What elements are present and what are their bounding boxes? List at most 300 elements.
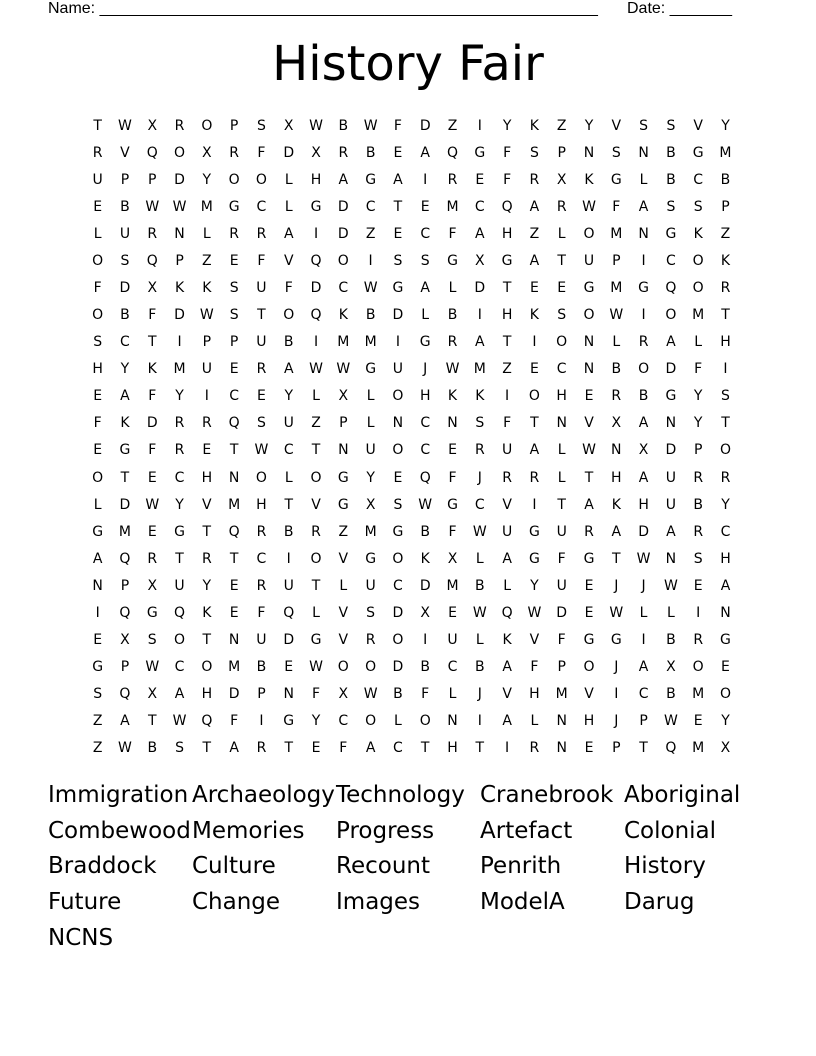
grid-cell: L bbox=[639, 171, 648, 188]
grid-cell: D bbox=[146, 415, 158, 432]
grid-cell: G bbox=[583, 550, 595, 567]
grid-cell: I bbox=[204, 388, 209, 405]
grid-cell: R bbox=[229, 144, 239, 161]
grid-cell: U bbox=[556, 577, 567, 594]
grid-cell: Y bbox=[721, 117, 730, 134]
grid-cell: X bbox=[611, 415, 622, 432]
grid-cell: F bbox=[311, 686, 321, 703]
grid-cell: Q bbox=[119, 686, 131, 703]
grid-cell: C bbox=[447, 659, 458, 676]
grid-cell: Z bbox=[202, 252, 212, 269]
grid-cell: V bbox=[338, 604, 349, 621]
word-list bbox=[48, 778, 768, 956]
word-list-item: Darug bbox=[624, 889, 695, 916]
grid-cell: R bbox=[201, 415, 212, 432]
grid-cell: T bbox=[93, 117, 102, 134]
grid-cell: D bbox=[392, 307, 404, 324]
grid-cell: G bbox=[365, 361, 377, 378]
grid-cell: E bbox=[529, 280, 539, 296]
grid-cell: C bbox=[638, 686, 649, 703]
grid-cell: O bbox=[92, 252, 104, 269]
grid-cell: V bbox=[584, 415, 594, 432]
grid-cell: U bbox=[365, 442, 376, 459]
grid-cell: R bbox=[611, 388, 622, 405]
grid-cell: Y bbox=[721, 713, 730, 730]
grid-cell: L bbox=[339, 577, 348, 594]
grid-cell: K bbox=[502, 632, 512, 649]
grid-cell: A bbox=[529, 198, 540, 215]
grid-cell: Q bbox=[146, 144, 158, 161]
grid-cell: V bbox=[311, 496, 321, 513]
grid-cell: T bbox=[557, 496, 566, 513]
grid-cell: S bbox=[666, 117, 676, 134]
grid-cell: Y bbox=[202, 171, 212, 188]
grid-cell: W bbox=[472, 523, 487, 540]
grid-cell: O bbox=[638, 361, 650, 378]
grid-cell: Y bbox=[502, 117, 512, 134]
grid-cell: B bbox=[693, 496, 703, 513]
grid-cell: K bbox=[338, 307, 348, 324]
grid-cell: L bbox=[557, 469, 566, 486]
grid-cell: G bbox=[665, 225, 677, 242]
grid-cell: O bbox=[337, 659, 349, 676]
grid-cell: H bbox=[501, 307, 513, 324]
grid-cell: U bbox=[256, 632, 267, 649]
grid-cell: X bbox=[311, 144, 321, 161]
grid-cell: N bbox=[638, 225, 649, 242]
grid-cell: H bbox=[447, 740, 458, 757]
grid-cell: T bbox=[175, 550, 184, 567]
grid-cell: S bbox=[475, 415, 485, 432]
word-list-item: Culture bbox=[192, 853, 276, 880]
grid-cell: O bbox=[174, 144, 186, 161]
grid-cell: H bbox=[720, 334, 731, 351]
grid-cell: I bbox=[505, 740, 510, 757]
grid-cell: F bbox=[93, 415, 102, 432]
grid-cell: G bbox=[583, 632, 595, 649]
grid-cell: C bbox=[474, 198, 485, 215]
grid-cell: O bbox=[719, 442, 731, 459]
grid-cell: H bbox=[310, 171, 322, 188]
name-field[interactable]: Name: ________________________________________________________ bbox=[48, 0, 598, 17]
grid-cell: S bbox=[693, 198, 703, 215]
grid-cell: O bbox=[255, 171, 267, 188]
word-list-item: Memories bbox=[192, 817, 305, 844]
grid-cell: K bbox=[447, 388, 458, 405]
grid-cell: W bbox=[309, 361, 323, 378]
grid-cell: Q bbox=[119, 604, 131, 621]
grid-cell: R bbox=[693, 469, 704, 486]
grid-cell: P bbox=[612, 252, 621, 269]
grid-cell: B bbox=[338, 117, 349, 134]
grid-cell: G bbox=[310, 632, 322, 649]
grid-cell: O bbox=[310, 469, 322, 486]
word-list-item: Technology bbox=[336, 782, 465, 808]
grid-cell: Q bbox=[501, 604, 513, 621]
grid-cell: R bbox=[256, 577, 267, 594]
grid-cell: D bbox=[337, 225, 349, 242]
grid-cell: S bbox=[721, 388, 730, 405]
grid-cell: P bbox=[557, 144, 566, 161]
grid-cell: I bbox=[286, 550, 291, 567]
grid-cell: P bbox=[175, 252, 184, 269]
grid-cell: L bbox=[93, 225, 102, 242]
grid-cell: W bbox=[445, 361, 460, 378]
grid-cell: P bbox=[148, 171, 157, 188]
grid-cell: Q bbox=[201, 713, 213, 730]
grid-cell: E bbox=[584, 388, 594, 405]
grid-cell: Y bbox=[202, 577, 212, 594]
grid-cell: U bbox=[447, 632, 458, 649]
grid-cell: A bbox=[283, 361, 294, 378]
grid-cell: Z bbox=[365, 225, 376, 242]
grid-cell: W bbox=[582, 198, 596, 215]
grid-cell: O bbox=[583, 307, 595, 324]
grid-cell: P bbox=[202, 334, 212, 351]
grid-cell: X bbox=[365, 496, 376, 513]
grid-cell: Z bbox=[502, 361, 512, 378]
grid-cell: L bbox=[284, 469, 293, 486]
grid-cell: R bbox=[365, 632, 376, 649]
grid-cell: R bbox=[174, 442, 185, 459]
grid-cell: Y bbox=[530, 577, 539, 594]
grid-cell: R bbox=[201, 550, 212, 567]
grid-cell: R bbox=[693, 632, 704, 649]
grid-cell: E bbox=[393, 225, 403, 242]
grid-cell: Z bbox=[529, 225, 540, 242]
grid-cell: I bbox=[641, 632, 646, 649]
grid-cell: Y bbox=[693, 388, 703, 405]
grid-cell: G bbox=[720, 632, 731, 649]
grid-cell: P bbox=[693, 442, 703, 459]
grid-cell: C bbox=[693, 171, 704, 188]
grid-cell: E bbox=[284, 659, 294, 676]
grid-cell: F bbox=[557, 550, 566, 567]
grid-cell: F bbox=[257, 144, 266, 161]
grid-cell: G bbox=[337, 496, 349, 513]
grid-cell: A bbox=[365, 740, 376, 757]
grid-cell: F bbox=[503, 415, 512, 432]
grid-cell: Q bbox=[283, 604, 295, 621]
grid-cell: N bbox=[92, 577, 103, 594]
grid-cell: A bbox=[529, 442, 540, 459]
grid-cell: G bbox=[528, 550, 540, 567]
grid-cell: F bbox=[612, 198, 621, 215]
grid-cell: B bbox=[666, 171, 676, 188]
grid-cell: I bbox=[641, 307, 646, 324]
grid-cell: Q bbox=[174, 604, 186, 621]
grid-cell: T bbox=[530, 415, 539, 432]
grid-cell: O bbox=[310, 550, 322, 567]
grid-cell: A bbox=[475, 334, 485, 351]
grid-cell: N bbox=[174, 225, 185, 242]
grid-cell: A bbox=[502, 713, 512, 730]
grid-cell: Z bbox=[720, 225, 731, 242]
grid-cell: V bbox=[611, 117, 622, 134]
grid-cell: E bbox=[93, 632, 103, 649]
grid-cell: G bbox=[392, 280, 404, 296]
grid-cell: E bbox=[147, 523, 157, 540]
grid-cell: Y bbox=[284, 388, 293, 405]
grid-cell: L bbox=[475, 632, 484, 649]
grid-cell: K bbox=[202, 280, 212, 296]
grid-cell: C bbox=[393, 577, 403, 594]
grid-cell: I bbox=[696, 604, 701, 621]
grid-cell: E bbox=[448, 442, 457, 459]
grid-cell: B bbox=[283, 523, 294, 540]
grid-cell: Y bbox=[721, 496, 730, 513]
grid-cell: O bbox=[365, 659, 377, 676]
grid-cell: P bbox=[339, 415, 348, 432]
grid-cell: L bbox=[448, 280, 457, 296]
grid-cell: V bbox=[502, 686, 512, 703]
grid-cell: V bbox=[693, 117, 703, 134]
grid-cell: L bbox=[557, 442, 566, 459]
grid-cell: Q bbox=[119, 550, 131, 567]
grid-cell: Q bbox=[446, 144, 459, 161]
grid-cell: O bbox=[583, 225, 595, 242]
grid-cell: B bbox=[120, 198, 130, 215]
date-field[interactable]: Date: _______ bbox=[627, 0, 732, 17]
grid-cell: Q bbox=[228, 415, 240, 432]
grid-cell: F bbox=[230, 713, 239, 730]
grid-cell: C bbox=[365, 198, 376, 215]
grid-cell: H bbox=[501, 225, 513, 242]
grid-cell: W bbox=[663, 713, 678, 730]
grid-cell: L bbox=[421, 307, 430, 324]
word-list-item: History bbox=[624, 853, 706, 880]
grid-cell: O bbox=[201, 659, 213, 676]
grid-cell: I bbox=[423, 171, 428, 188]
grid-cell: W bbox=[609, 307, 624, 324]
grid-cell: E bbox=[229, 361, 239, 378]
word-list-item: Colonial bbox=[624, 817, 717, 844]
word-list-item: Combewood bbox=[48, 817, 191, 844]
grid-cell: A bbox=[611, 523, 622, 540]
grid-cell: C bbox=[420, 225, 431, 242]
grid-cell: G bbox=[119, 442, 131, 459]
grid-cell: F bbox=[393, 117, 402, 134]
grid-cell: E bbox=[229, 604, 239, 621]
grid-cell: B bbox=[666, 144, 676, 161]
grid-cell: V bbox=[202, 496, 212, 513]
grid-cell: R bbox=[174, 415, 185, 432]
grid-cell: V bbox=[338, 550, 349, 567]
grid-cell: R bbox=[174, 117, 185, 134]
grid-cell: L bbox=[366, 415, 375, 432]
grid-cell: Q bbox=[310, 307, 322, 324]
grid-cell: W bbox=[309, 659, 323, 676]
grid-cell: E bbox=[584, 577, 594, 594]
grid-cell: E bbox=[393, 144, 403, 161]
grid-cell: G bbox=[447, 252, 458, 269]
grid-cell: X bbox=[720, 740, 731, 757]
grid-cell: N bbox=[228, 469, 240, 486]
grid-cell: P bbox=[120, 659, 130, 676]
grid-cell: B bbox=[147, 740, 158, 757]
grid-cell: O bbox=[174, 632, 186, 649]
grid-cell: I bbox=[532, 334, 537, 351]
grid-cell: H bbox=[256, 496, 267, 513]
grid-cell: W bbox=[172, 198, 187, 215]
grid-cell: E bbox=[311, 740, 321, 757]
grid-cell: E bbox=[529, 361, 539, 378]
grid-cell: I bbox=[614, 686, 619, 703]
grid-cell: F bbox=[148, 388, 157, 405]
grid-cell: L bbox=[366, 388, 375, 405]
grid-cell: M bbox=[173, 361, 186, 378]
grid-cell: B bbox=[447, 307, 458, 324]
grid-cell: P bbox=[229, 117, 239, 134]
grid-cell: N bbox=[447, 713, 458, 730]
grid-cell: E bbox=[584, 740, 594, 757]
grid-cell: F bbox=[448, 469, 457, 486]
grid-cell: V bbox=[529, 632, 540, 649]
grid-cell: K bbox=[475, 388, 485, 405]
grid-cell: I bbox=[641, 252, 646, 269]
grid-cell: W bbox=[363, 686, 378, 703]
grid-cell: R bbox=[447, 171, 458, 188]
grid-cell: T bbox=[721, 415, 730, 432]
grid-cell: S bbox=[693, 550, 703, 567]
grid-cell: R bbox=[584, 523, 594, 540]
grid-cell: D bbox=[419, 117, 431, 134]
grid-cell: O bbox=[392, 388, 404, 405]
grid-cell: S bbox=[666, 198, 676, 215]
grid-cell: S bbox=[366, 604, 376, 621]
grid-cell: N bbox=[556, 415, 567, 432]
grid-cell: B bbox=[666, 632, 676, 649]
grid-cell: I bbox=[723, 361, 728, 378]
grid-cell: U bbox=[283, 577, 294, 594]
grid-cell: C bbox=[720, 523, 731, 540]
grid-cell: R bbox=[256, 523, 267, 540]
grid-cell: Y bbox=[584, 117, 594, 134]
word-list-item: Future bbox=[48, 889, 122, 916]
grid-cell: L bbox=[557, 225, 566, 242]
grid-cell: J bbox=[641, 577, 646, 594]
grid-cell: H bbox=[92, 361, 103, 378]
grid-cell: Q bbox=[419, 469, 431, 486]
header bbox=[48, 0, 748, 20]
grid-cell: B bbox=[393, 686, 403, 703]
grid-cell: O bbox=[419, 713, 431, 730]
grid-cell: A bbox=[174, 686, 185, 703]
grid-cell: W bbox=[145, 496, 160, 513]
page-title: History Fair bbox=[272, 36, 544, 92]
grid-cell: U bbox=[556, 523, 567, 540]
grid-cell: M bbox=[337, 334, 350, 351]
word-list-item: Aboriginal bbox=[624, 782, 741, 808]
grid-cell: G bbox=[228, 198, 240, 215]
grid-cell: Q bbox=[501, 198, 513, 215]
grid-cell: H bbox=[638, 496, 649, 513]
grid-cell: U bbox=[392, 361, 404, 378]
grid-cell: N bbox=[583, 144, 595, 161]
grid-cell: C bbox=[283, 442, 294, 459]
grid-cell: T bbox=[311, 577, 321, 594]
grid-cell: L bbox=[312, 388, 320, 405]
grid-cell: C bbox=[229, 388, 240, 405]
grid-cell: O bbox=[392, 550, 404, 567]
grid-cell: G bbox=[92, 523, 104, 540]
grid-cell: Z bbox=[447, 117, 458, 134]
grid-cell: M bbox=[364, 334, 377, 351]
grid-cell: D bbox=[392, 659, 404, 676]
grid-cell: E bbox=[584, 604, 594, 621]
grid-cell: S bbox=[256, 415, 266, 432]
grid-cell: Y bbox=[175, 388, 184, 405]
grid-cell: M bbox=[118, 523, 131, 540]
grid-cell: R bbox=[529, 740, 540, 757]
grid-cell: C bbox=[174, 659, 185, 676]
grid-cell: U bbox=[665, 496, 676, 513]
grid-cell: S bbox=[120, 252, 130, 269]
grid-cell: U bbox=[92, 171, 103, 188]
grid-cell: Q bbox=[665, 740, 677, 757]
grid-cell: O bbox=[583, 659, 595, 676]
grid-cell: Y bbox=[120, 361, 130, 378]
grid-cell: Z bbox=[556, 117, 567, 134]
grid-cell: G bbox=[474, 144, 486, 161]
grid-cell: C bbox=[420, 415, 431, 432]
grid-cell: M bbox=[228, 659, 241, 676]
grid-cell: Z bbox=[92, 740, 103, 757]
grid-cell: W bbox=[609, 604, 624, 621]
grid-cell: D bbox=[228, 686, 240, 703]
grid-cell: X bbox=[638, 442, 649, 459]
grid-cell: S bbox=[175, 740, 184, 757]
grid-cell: K bbox=[584, 171, 594, 188]
grid-cell: N bbox=[665, 415, 677, 432]
grid-cell: I bbox=[477, 713, 482, 730]
grid-cell: B bbox=[256, 659, 267, 676]
grid-cell: T bbox=[393, 198, 403, 215]
grid-cell: Y bbox=[311, 713, 321, 730]
grid-cell: N bbox=[583, 334, 595, 351]
grid-cell: R bbox=[556, 198, 567, 215]
grid-cell: C bbox=[420, 442, 431, 459]
word-list-item: Penrith bbox=[480, 853, 562, 880]
grid-cell: K bbox=[120, 415, 130, 432]
grid-cell: W bbox=[636, 550, 651, 567]
grid-cell: L bbox=[503, 577, 511, 594]
grid-cell: I bbox=[313, 225, 319, 242]
grid-cell: U bbox=[501, 442, 513, 459]
grid-cell: F bbox=[448, 523, 457, 540]
grid-cell: O bbox=[692, 280, 704, 296]
grid-cell: W bbox=[663, 577, 678, 594]
grid-cell: N bbox=[638, 144, 649, 161]
grid-cell: H bbox=[201, 686, 213, 703]
grid-cell: E bbox=[93, 388, 103, 405]
grid-cell: C bbox=[256, 550, 267, 567]
grid-cell: C bbox=[174, 469, 185, 486]
grid-cell: F bbox=[503, 144, 512, 161]
grid-cell: G bbox=[174, 523, 185, 540]
grid-cell: N bbox=[583, 361, 595, 378]
word-list-item: Progress bbox=[336, 817, 435, 844]
grid-cell: Y bbox=[366, 469, 375, 486]
grid-cell: A bbox=[393, 171, 403, 188]
grid-cell: R bbox=[529, 171, 540, 188]
grid-cell: O bbox=[283, 307, 295, 324]
grid-cell: A bbox=[638, 415, 649, 432]
grid-cell: Z bbox=[311, 415, 321, 432]
grid-cell: A bbox=[502, 550, 512, 567]
grid-cell: P bbox=[120, 171, 130, 188]
word-list-item: NCNS bbox=[48, 924, 114, 951]
